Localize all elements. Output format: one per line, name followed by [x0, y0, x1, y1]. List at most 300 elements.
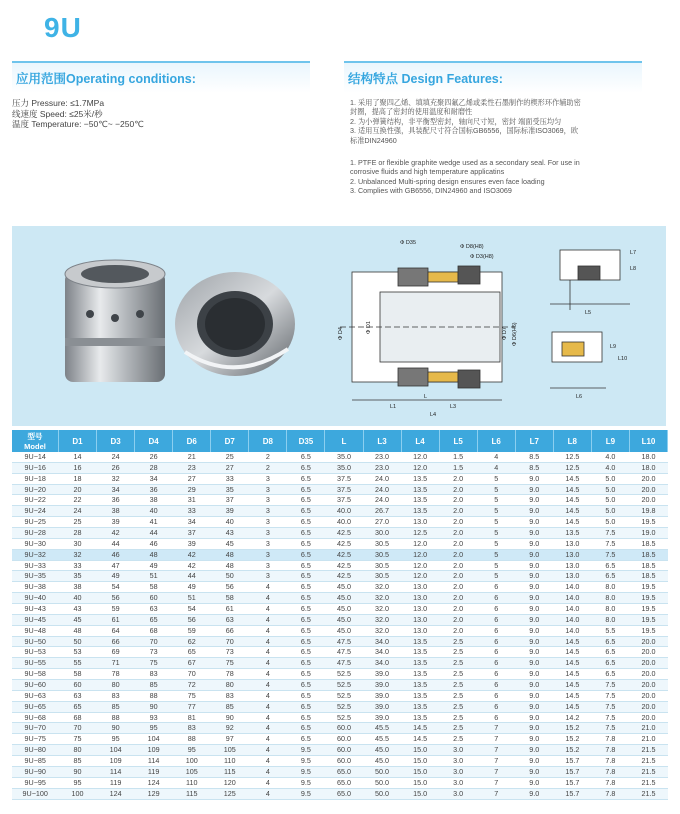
table-cell: 15.0 [401, 745, 439, 756]
table-cell: 4 [249, 734, 287, 745]
table-cell: 2.0 [439, 582, 477, 593]
table-cell: 83 [135, 669, 173, 680]
table-cell: 5 [477, 484, 515, 495]
table-cell: 88 [135, 690, 173, 701]
table-cell: 9.0 [515, 636, 553, 647]
table-cell: 4 [249, 614, 287, 625]
table-cell: 5.0 [591, 506, 629, 517]
column-header-d1: D1 [59, 430, 97, 452]
table-cell: 65.0 [325, 788, 363, 799]
table-cell: 9.5 [287, 777, 325, 788]
table-cell: 6 [477, 680, 515, 691]
operating-conditions-header [12, 61, 310, 93]
table-cell: 43 [211, 528, 249, 539]
table-cell: 20.0 [629, 712, 667, 723]
table-cell: 6.5 [287, 549, 325, 560]
table-cell: 95 [135, 723, 173, 734]
rotary-unit-bottom [398, 368, 428, 386]
table-cell: 2.0 [439, 528, 477, 539]
table-cell: 12.5 [553, 452, 591, 462]
table-row [12, 625, 668, 636]
table-row [12, 636, 668, 647]
table-cell: 54 [173, 604, 211, 615]
table-cell: 18.5 [629, 538, 667, 549]
table-cell: 60 [135, 593, 173, 604]
table-cell: 6 [477, 647, 515, 658]
table-cell: 38 [135, 495, 173, 506]
table-cell: 9U−68 [12, 712, 59, 723]
table-row [12, 788, 668, 799]
table-cell: 9.5 [287, 756, 325, 767]
table-cell: 5 [477, 538, 515, 549]
table-cell: 5 [477, 495, 515, 506]
table-cell: 6.5 [287, 701, 325, 712]
table-cell: 13.5 [401, 506, 439, 517]
table-cell: 2.5 [439, 723, 477, 734]
table-cell: 6.5 [287, 690, 325, 701]
table-cell: 51 [173, 593, 211, 604]
table-cell: 18.5 [629, 549, 667, 560]
table-cell: 6.5 [287, 571, 325, 582]
table-cell: 6 [477, 625, 515, 636]
table-cell: 6 [477, 614, 515, 625]
table-cell: 39 [211, 506, 249, 517]
header-row [12, 430, 668, 452]
table-cell: 40 [211, 517, 249, 528]
table-cell: 7.8 [591, 777, 629, 788]
table-cell: 9.0 [515, 582, 553, 593]
table-cell: 52.5 [325, 680, 363, 691]
column-header-l9: L9 [591, 430, 629, 452]
table-cell: 120 [211, 777, 249, 788]
table-row [12, 701, 668, 712]
table-row [12, 452, 668, 462]
table-cell: 75 [173, 690, 211, 701]
table-cell: 2.0 [439, 625, 477, 636]
table-cell: 2.0 [439, 538, 477, 549]
table-cell: 40 [135, 506, 173, 517]
table-cell: 4 [249, 625, 287, 636]
table-cell: 12.5 [401, 528, 439, 539]
design-features-header [344, 61, 642, 93]
table-cell: 6.5 [287, 723, 325, 734]
column-header-d35: D35 [287, 430, 325, 452]
table-cell: 63 [135, 604, 173, 615]
table-cell: 104 [97, 745, 135, 756]
label-d35: Φ D35 [400, 240, 417, 246]
column-header-l8: L8 [553, 430, 591, 452]
table-cell: 31 [173, 495, 211, 506]
table-cell: 7 [477, 745, 515, 756]
table-cell: 6 [477, 701, 515, 712]
table-cell: 45.0 [363, 756, 401, 767]
table-cell: 21.0 [629, 734, 667, 745]
table-cell: 65 [59, 701, 97, 712]
table-cell: 5 [477, 549, 515, 560]
table-cell: 109 [135, 745, 173, 756]
table-cell: 6.5 [591, 636, 629, 647]
table-cell: 4 [477, 452, 515, 462]
table-cell: 5 [477, 517, 515, 528]
table-cell: 5.0 [591, 484, 629, 495]
table-cell: 7 [477, 777, 515, 788]
table-cell: 66 [97, 636, 135, 647]
table-cell: 9.0 [515, 788, 553, 799]
column-header-en: Model [24, 442, 46, 451]
table-row [12, 506, 668, 517]
table-cell: 109 [97, 756, 135, 767]
table-cell: 72 [173, 680, 211, 691]
table-cell: 75 [59, 734, 97, 745]
table-cell: 13.5 [401, 658, 439, 669]
table-cell: 5 [477, 571, 515, 582]
table-cell: 32.0 [363, 604, 401, 615]
table-cell: 14.5 [553, 484, 591, 495]
feature-en-line: 1. PTFE or flexible graphite wedge used as a secondary seal. For use in [350, 158, 580, 167]
table-cell: 9.0 [515, 549, 553, 560]
table-cell: 21.5 [629, 766, 667, 777]
table-cell: 9U−80 [12, 745, 59, 756]
table-cell: 14.0 [553, 604, 591, 615]
table-cell: 115 [173, 788, 211, 799]
table-cell: 14.5 [401, 723, 439, 734]
table-cell: 9U−48 [12, 625, 59, 636]
table-cell: 90 [135, 701, 173, 712]
table-row [12, 669, 668, 680]
table-cell: 60.0 [325, 745, 363, 756]
table-row [12, 473, 668, 484]
table-cell: 9.5 [287, 745, 325, 756]
table-cell: 48 [211, 549, 249, 560]
table-cell: 24.0 [363, 484, 401, 495]
table-row [12, 756, 668, 767]
table-cell: 15.0 [401, 766, 439, 777]
table-cell: 15.2 [553, 734, 591, 745]
spring-bottom [428, 372, 458, 382]
table-cell: 9U−60 [12, 680, 59, 691]
table-cell: 34.0 [363, 636, 401, 647]
feature-en-line: 3. Complies with GB6556, DIN24960 and ISO3069 [350, 186, 512, 196]
table-cell: 124 [135, 777, 173, 788]
table-cell: 39 [97, 517, 135, 528]
set-screw [111, 314, 119, 322]
table-cell: 88 [97, 712, 135, 723]
table-cell: 46 [135, 538, 173, 549]
column-header-l7: L7 [515, 430, 553, 452]
table-cell: 23.0 [363, 462, 401, 473]
table-cell: 3 [249, 549, 287, 560]
column-header-l: L [325, 430, 363, 452]
table-cell: 47.5 [325, 647, 363, 658]
table-cell: 18.5 [629, 571, 667, 582]
label-d6: Φ D6(H6) [512, 322, 518, 346]
table-cell: 6 [477, 582, 515, 593]
label-l10: L10 [618, 356, 628, 362]
label-l6: L6 [576, 394, 583, 400]
table-cell: 48 [59, 625, 97, 636]
table-cell: 12.0 [401, 462, 439, 473]
table-cell: 2.5 [439, 658, 477, 669]
table-cell: 2.0 [439, 517, 477, 528]
table-cell: 7 [477, 734, 515, 745]
table-cell: 78 [211, 669, 249, 680]
table-row [12, 560, 668, 571]
table-cell: 9U−63 [12, 690, 59, 701]
table-cell: 9U−22 [12, 495, 59, 506]
table-cell: 9.0 [515, 777, 553, 788]
table-cell: 13.5 [401, 484, 439, 495]
table-cell: 20.0 [629, 701, 667, 712]
label-l1: L1 [390, 404, 397, 410]
table-cell: 6.5 [287, 647, 325, 658]
column-header-d8: D8 [249, 430, 287, 452]
table-row [12, 593, 668, 604]
mechanical-seal-photo [20, 234, 320, 414]
table-cell: 2.5 [439, 701, 477, 712]
label-d8: Φ D8(H8) [460, 244, 484, 250]
table-cell: 20.0 [629, 658, 667, 669]
table-cell: 44 [135, 528, 173, 539]
table-cell: 32.0 [363, 593, 401, 604]
table-cell: 6.5 [287, 484, 325, 495]
table-cell: 12.0 [401, 571, 439, 582]
table-cell: 9U−40 [12, 593, 59, 604]
table-cell: 15.7 [553, 766, 591, 777]
table-cell: 6.5 [287, 614, 325, 625]
table-cell: 35 [59, 571, 97, 582]
table-cell: 30.5 [363, 549, 401, 560]
table-cell: 95 [59, 777, 97, 788]
table-cell: 20.0 [629, 669, 667, 680]
table-cell: 18 [59, 473, 97, 484]
column-header-l5: L5 [439, 430, 477, 452]
table-cell: 5.0 [591, 473, 629, 484]
table-cell: 129 [135, 788, 173, 799]
table-cell: 14.5 [553, 647, 591, 658]
table-cell: 6.5 [287, 636, 325, 647]
table-cell: 59 [173, 625, 211, 636]
table-cell: 68 [135, 625, 173, 636]
temperature-line: 温度 Temperature: −50℃~ −250℃ [12, 119, 144, 129]
table-cell: 3.0 [439, 766, 477, 777]
table-cell: 35.0 [325, 452, 363, 462]
column-header-l6: L6 [477, 430, 515, 452]
table-cell: 81 [173, 712, 211, 723]
table-cell: 42.5 [325, 571, 363, 582]
table-cell: 6.5 [287, 582, 325, 593]
table-cell: 7.5 [591, 528, 629, 539]
table-cell: 35 [211, 484, 249, 495]
table-cell: 43 [59, 604, 97, 615]
table-cell: 30.5 [363, 560, 401, 571]
table-cell: 9.0 [515, 680, 553, 691]
table-cell: 5 [477, 528, 515, 539]
table-cell: 80 [211, 680, 249, 691]
table-cell: 48 [135, 549, 173, 560]
table-cell: 37.5 [325, 473, 363, 484]
table-cell: 55 [59, 658, 97, 669]
table-cell: 21.5 [629, 745, 667, 756]
table-cell: 2.0 [439, 571, 477, 582]
pressure-line: 压力 Pressure: ≤1.7MPa [12, 98, 105, 108]
table-cell: 9.0 [515, 669, 553, 680]
table-cell: 32 [97, 473, 135, 484]
table-cell: 42.5 [325, 560, 363, 571]
table-cell: 6.5 [287, 452, 325, 462]
table-cell: 3 [249, 517, 287, 528]
table-cell: 15.2 [553, 745, 591, 756]
table-row [12, 582, 668, 593]
table-cell: 3 [249, 571, 287, 582]
table-header [12, 430, 668, 452]
table-cell: 2.0 [439, 549, 477, 560]
table-cell: 71 [97, 658, 135, 669]
table-cell: 6 [477, 593, 515, 604]
table-cell: 33 [59, 560, 97, 571]
table-cell: 6.5 [287, 495, 325, 506]
table-cell: 83 [97, 690, 135, 701]
table-cell: 4 [249, 658, 287, 669]
table-cell: 18.0 [629, 462, 667, 473]
table-cell: 52.5 [325, 690, 363, 701]
table-cell: 2.5 [439, 647, 477, 658]
table-cell: 5 [477, 506, 515, 517]
table-cell: 70 [211, 636, 249, 647]
table-cell: 13.5 [401, 712, 439, 723]
table-cell: 33 [211, 473, 249, 484]
table-row [12, 723, 668, 734]
table-cell: 45.5 [363, 734, 401, 745]
table-row [12, 690, 668, 701]
table-cell: 1.5 [439, 452, 477, 462]
table-cell: 6 [477, 669, 515, 680]
table-cell: 13.0 [401, 582, 439, 593]
table-cell: 5.5 [591, 625, 629, 636]
table-cell: 38 [59, 582, 97, 593]
table-cell: 4 [249, 669, 287, 680]
table-cell: 9.0 [515, 604, 553, 615]
table-cell: 47 [97, 560, 135, 571]
table-cell: 30.5 [363, 571, 401, 582]
table-cell: 15.0 [401, 788, 439, 799]
table-cell: 14.5 [553, 690, 591, 701]
table-cell: 6.5 [591, 560, 629, 571]
table-cell: 13.0 [553, 538, 591, 549]
table-cell: 119 [135, 766, 173, 777]
table-cell: 4 [249, 680, 287, 691]
table-cell: 4 [249, 604, 287, 615]
table-cell: 75 [211, 658, 249, 669]
table-row [12, 680, 668, 691]
table-cell: 6 [477, 604, 515, 615]
table-cell: 37 [173, 528, 211, 539]
label-d3: Φ D3(H8) [470, 254, 494, 260]
table-cell: 9.0 [515, 701, 553, 712]
table-cell: 3.0 [439, 756, 477, 767]
table-cell: 67 [173, 658, 211, 669]
table-cell: 56 [173, 614, 211, 625]
table-cell: 9U−32 [12, 549, 59, 560]
table-cell: 40 [59, 593, 97, 604]
table-cell: 37.5 [325, 495, 363, 506]
page-title: 9U [44, 12, 82, 43]
table-cell: 14.5 [553, 701, 591, 712]
table-cell: 8.5 [515, 452, 553, 462]
feature-en-line: corrosive fluids and high temperature applicatins [350, 167, 505, 177]
table-cell: 93 [135, 712, 173, 723]
table-cell: 9.0 [515, 538, 553, 549]
table-cell: 9.0 [515, 473, 553, 484]
table-cell: 80 [59, 745, 97, 756]
table-cell: 42.5 [325, 538, 363, 549]
table-cell: 18.5 [629, 560, 667, 571]
table-cell: 39 [173, 538, 211, 549]
table-row [12, 777, 668, 788]
table-cell: 60.0 [325, 723, 363, 734]
table-cell: 13.5 [553, 528, 591, 539]
table-cell: 58 [211, 593, 249, 604]
label-l5: L5 [585, 310, 592, 316]
table-cell: 114 [97, 766, 135, 777]
table-cell: 61 [97, 614, 135, 625]
table-cell: 47.5 [325, 658, 363, 669]
table-cell: 54 [97, 582, 135, 593]
table-cell: 9.0 [515, 690, 553, 701]
table-cell: 92 [211, 723, 249, 734]
seal-groove [65, 338, 165, 346]
table-cell: 9.0 [515, 593, 553, 604]
table-cell: 6.5 [287, 462, 325, 473]
table-cell: 7.5 [591, 701, 629, 712]
table-cell: 2.5 [439, 712, 477, 723]
table-cell: 53 [59, 647, 97, 658]
table-cell: 27.0 [363, 517, 401, 528]
table-row [12, 614, 668, 625]
table-cell: 13.5 [401, 636, 439, 647]
table-cell: 9U−53 [12, 647, 59, 658]
table-cell: 6.5 [591, 669, 629, 680]
table-cell: 28 [135, 462, 173, 473]
table-cell: 20.0 [629, 473, 667, 484]
spring-top [428, 272, 458, 282]
table-cell: 3 [249, 495, 287, 506]
table-cell: 29 [173, 484, 211, 495]
table-cell: 4 [249, 701, 287, 712]
set-screw [136, 310, 144, 318]
table-cell: 58 [59, 669, 97, 680]
table-cell: 9.0 [515, 658, 553, 669]
table-cell: 100 [59, 788, 97, 799]
table-cell: 6.5 [287, 528, 325, 539]
table-cell: 22 [59, 495, 97, 506]
table-cell: 21.0 [629, 723, 667, 734]
table-cell: 9U−58 [12, 669, 59, 680]
table-cell: 39.0 [363, 690, 401, 701]
table-cell: 41 [135, 517, 173, 528]
table-cell: 75 [135, 658, 173, 669]
column-header-l4: L4 [401, 430, 439, 452]
table-cell: 9U−33 [12, 560, 59, 571]
table-cell: 19.5 [629, 582, 667, 593]
table-cell: 30.0 [363, 528, 401, 539]
table-cell: 95 [97, 734, 135, 745]
table-cell: 40.0 [325, 517, 363, 528]
table-cell: 9.0 [515, 756, 553, 767]
table-cell: 49 [173, 582, 211, 593]
table-cell: 2.5 [439, 669, 477, 680]
table-cell: 14.5 [553, 517, 591, 528]
table-cell: 3.0 [439, 788, 477, 799]
